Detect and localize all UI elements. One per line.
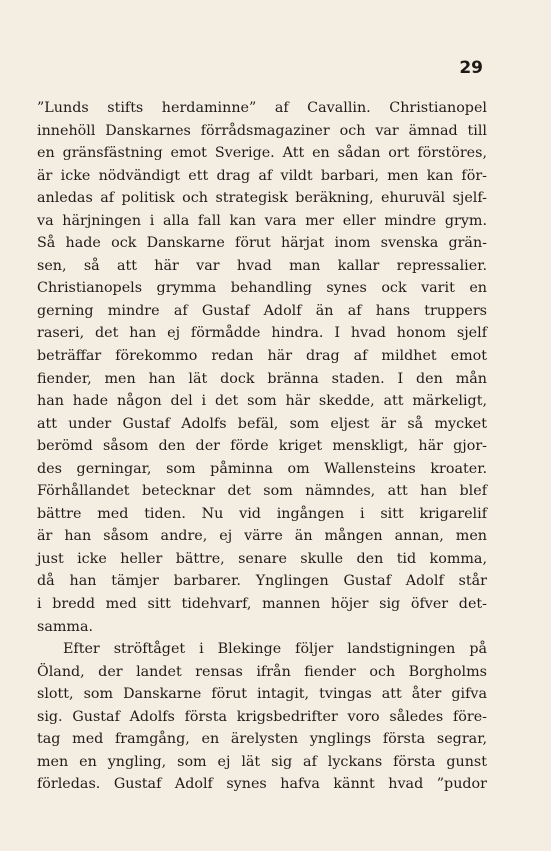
text-line: slott, som Danskarne förut intagit, tvingas att åter gifva <box>37 686 487 703</box>
text-line: en gränsfästning emot Sverige. Att en sådan ort förstöres, <box>37 145 487 162</box>
text-line: tag med framgång, en ärelysten ynglings första segrar, <box>37 731 487 748</box>
text-line: bättre med tiden. Nu vid ingången i sitt krigarelif <box>37 505 487 522</box>
text-line: att under Gustaf Adolfs befäl, som eljest är så mycket <box>37 415 487 432</box>
text-line: Christianopels grymma behandling synes ock varit en <box>37 280 487 297</box>
text-line: Så hade ock Danskarne förut härjat inom svenska grän- <box>37 235 487 252</box>
body-text <box>37 97 487 796</box>
text-line: då han tämjer barbarer. Ynglingen Gustaf Adolf står <box>37 573 487 590</box>
text-line: Förhållandet betecknar det som nämndes, att han blef <box>37 483 487 500</box>
text-line: i bredd med sitt tidehvarf, mannen höjer sig öfver det- <box>37 596 487 613</box>
text-line: samma. <box>37 618 94 635</box>
text-line: men en yngling, som ej lät sig af lyckans första gunst <box>37 753 487 770</box>
text-line: just icke heller bättre, senare skulle den tid komma, <box>37 550 487 567</box>
text-line: anledas af politisk och strategisk beräkning, ehuruväl sjelf- <box>37 190 487 207</box>
text-line: beträffar förekommo redan här drag af mildhet emot <box>37 348 487 365</box>
text-line: gerning mindre af Gustaf Adolf än af hans truppers <box>37 302 487 319</box>
text-line: innehöll Danskarnes förrådsmagaziner och var ämnad till <box>37 122 487 139</box>
text-line: sig. Gustaf Adolfs första krigsbedrifter voro således före- <box>37 708 487 725</box>
text-line: han hade någon del i det som här skedde, att märkeligt, <box>37 393 487 410</box>
text-line: des gerningar, som påminna om Wallensteins kroater. <box>37 460 487 477</box>
text-line: förledas. Gustaf Adolf synes hafva kännt hvad ”pudor <box>37 776 487 793</box>
text-line: Öland, der landet rensas ifrån fiender och Borgholms <box>37 663 487 680</box>
text-line: Efter ströftåget i Blekinge följer landstigningen på <box>63 641 487 658</box>
text-line: sen, så att här var hvad man kallar repressalier. <box>37 257 487 274</box>
page-number: 29 <box>459 58 483 78</box>
text-line: va härjningen i alla fall kan vara mer eller mindre grym. <box>37 212 487 229</box>
text-line: är icke nödvändigt ett drag af vildt barbari, men kan för- <box>37 167 487 184</box>
text-line: ”Lunds stifts herdaminne” af Cavallin. Christianopel <box>37 100 487 116</box>
text-line: berömd såsom den der förde kriget menskligt, här gjor- <box>37 438 487 455</box>
text-line: fiender, men han lät dock bränna staden. I den mån <box>37 370 487 387</box>
text-line: raseri, det han ej förmådde hindra. I hvad honom sjelf <box>37 325 487 342</box>
text-line: är han såsom andre, ej värre än mången annan, men <box>37 528 487 545</box>
